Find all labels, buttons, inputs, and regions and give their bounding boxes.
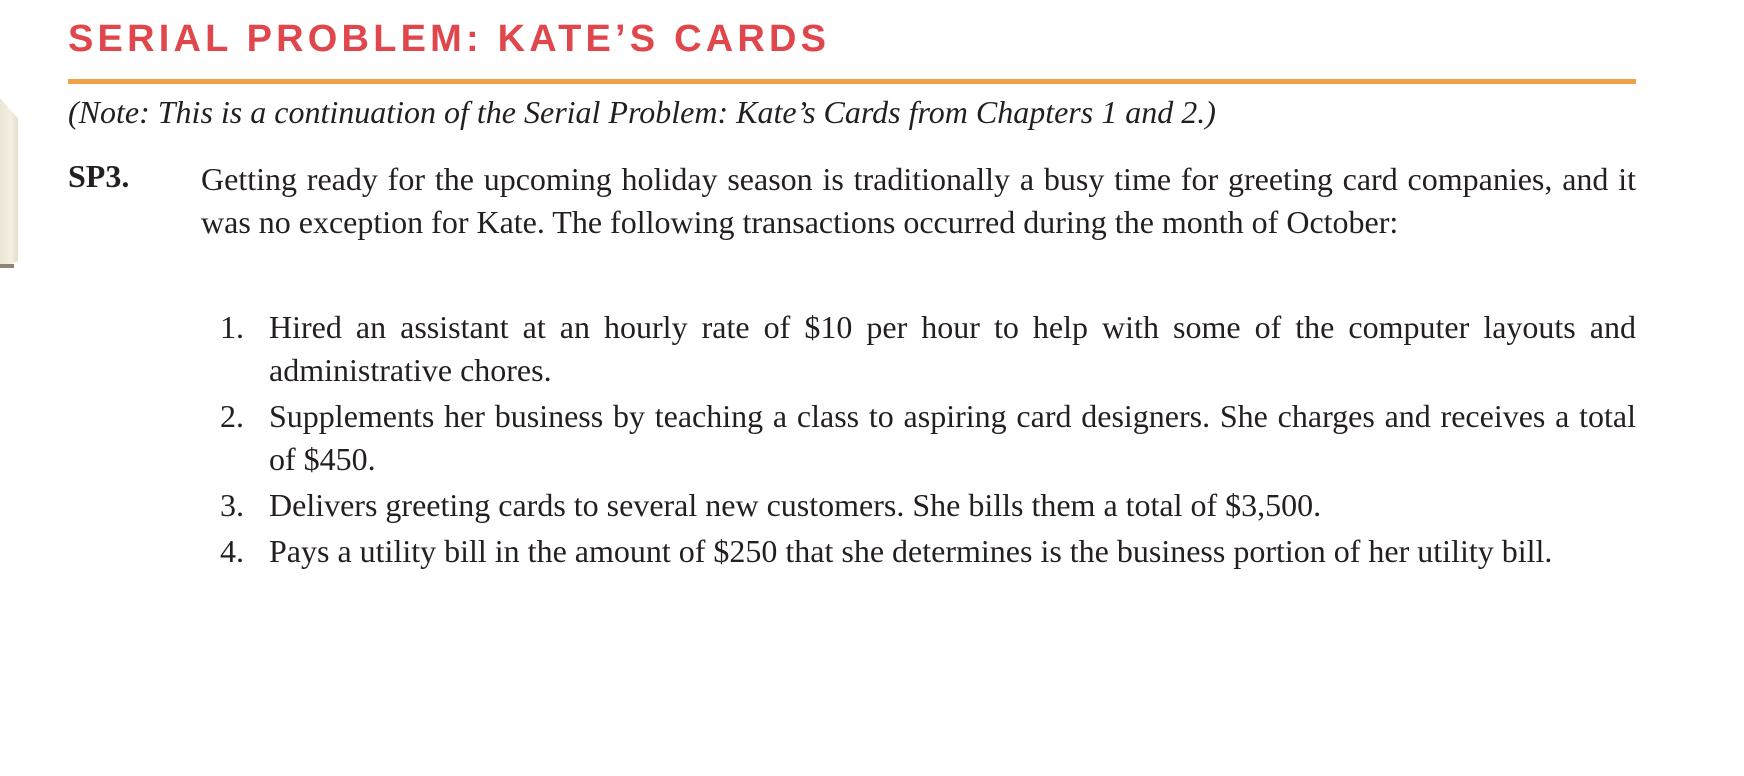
list-item-text: Supplements her business by teaching a class to aspiring card designers. She charges and receives a total of $450. — [269, 398, 1636, 477]
title-underline-rule — [68, 79, 1636, 84]
list-item-text: Hired an assistant at an hourly rate of $10 per hour to help with some of the computer layouts and administrative chores. — [269, 309, 1636, 388]
list-item-number: 1. — [220, 309, 244, 345]
transaction-list — [210, 306, 1636, 576]
continuation-note: (Note: This is a continuation of the Serial Problem: Kate’s Cards from Chapters 1 and 2.) — [68, 94, 1216, 130]
list-item-text: Pays a utility bill in the amount of $250 that she determines is the business portion of her utility bill. — [269, 533, 1553, 569]
list-item — [210, 306, 1636, 392]
list-item — [210, 530, 1636, 573]
list-item — [210, 484, 1636, 527]
card-image-shadow — [0, 264, 14, 268]
problem-intro: Getting ready for the upcoming holiday season is traditionally a busy time for greeting card companies, and it was no exception for Kate. The following transactions occurred during the month of October: — [201, 161, 1636, 240]
list-item-number: 3. — [220, 487, 244, 523]
list-item — [210, 395, 1636, 481]
list-item-text: Delivers greeting cards to several new customers. She bills them a total of $3,500. — [269, 487, 1322, 523]
card-image-edge — [0, 98, 18, 268]
section-title: SERIAL PROBLEM: KATE’S CARDS — [68, 18, 831, 60]
problem-number: SP3. — [68, 158, 130, 194]
list-item-number: 4. — [220, 533, 244, 569]
list-item-number: 2. — [220, 398, 244, 434]
